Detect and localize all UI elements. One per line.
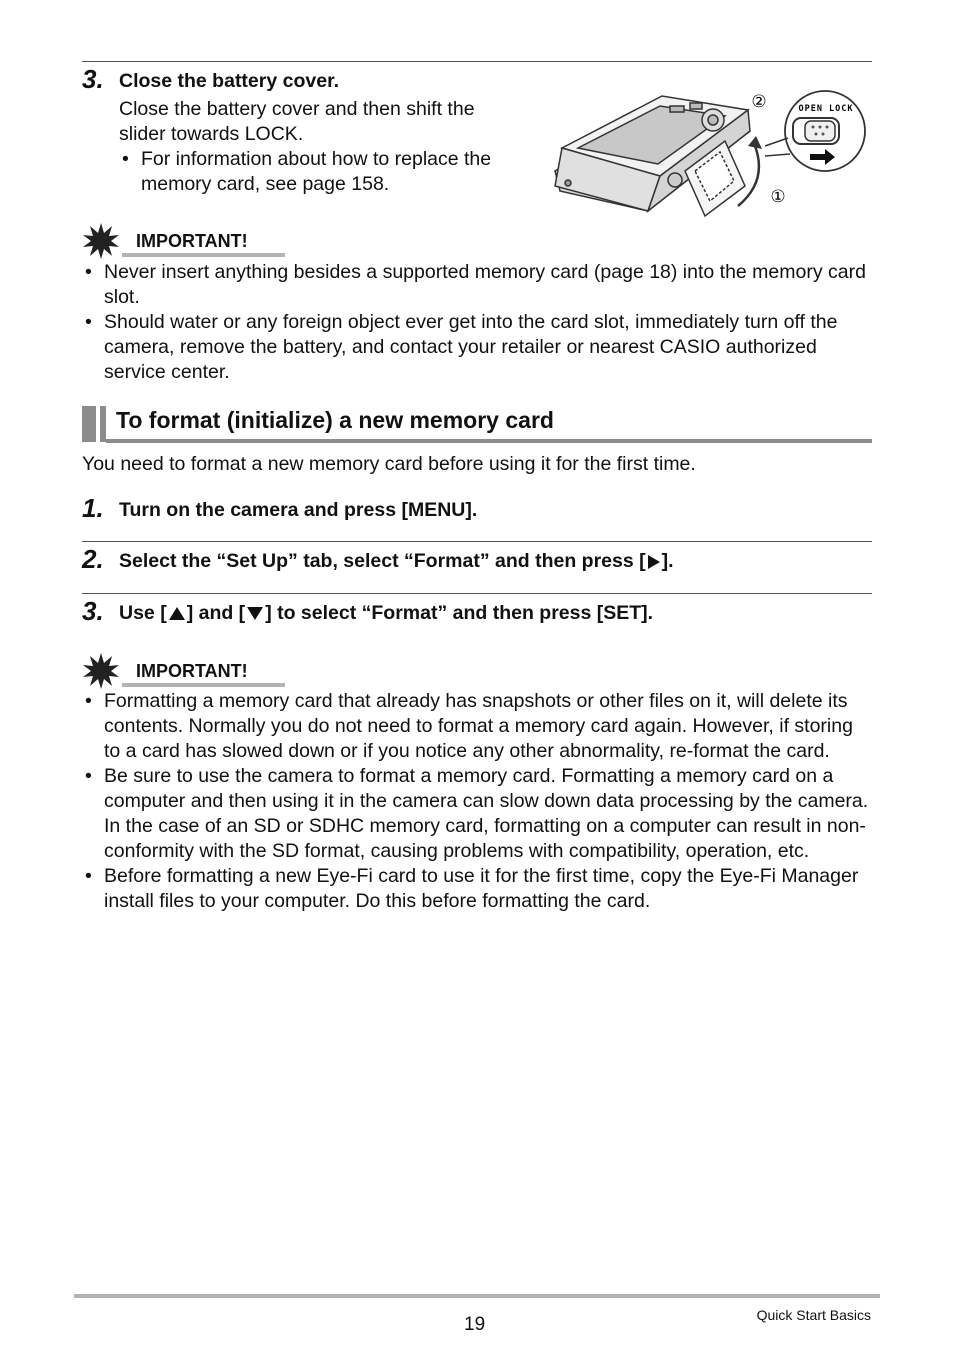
bullet-dot: • (122, 148, 129, 170)
list-item: • Never insert anything besides a supported memory card (page 18) into the memory card slot. (85, 261, 866, 308)
step-title: Close the battery cover. (119, 70, 340, 92)
list-item: • Be sure to use the camera to format a memory card. Formatting a memory card on a computer and then using it in the camera can slow down data processing by the camera. In the case of an SD or SDHC memory card, formatting on a computer can result in non-conformity with the SD format, causing problems with compatibility, operation, etc. (85, 765, 869, 862)
footer-section-label: Quick Start Basics (756, 1307, 871, 1323)
step-number: 3. (82, 64, 104, 94)
list-item: • Formatting a memory card that already has snapshots or other files on it, will delete its contents. Normally you do not need to format a memory card again. However, if storing to a card has slowed down or if you notice any other abnormality, re-format the card. (85, 690, 853, 762)
list-item: • Before formatting a new Eye-Fi card to use it for the first time, copy the Eye-Fi Manager install files to your computer. Do this before formatting the card. (85, 865, 859, 912)
step-rule (82, 593, 872, 594)
section-heading-underline (106, 439, 872, 443)
section-heading-bar (100, 406, 106, 442)
step-description-line: slider towards LOCK. (119, 123, 304, 145)
top-rule (82, 61, 872, 62)
step-number: 1. (82, 493, 104, 523)
list-item: • Should water or any foreign object ever get into the card slot, immediately turn off the camera, remove the battery, and contact your retailer or nearest CASIO authorized service center. (85, 311, 838, 383)
important-label: IMPORTANT! (136, 231, 248, 251)
important-label: IMPORTANT! (136, 661, 248, 681)
important-list (82, 689, 872, 914)
important-heading (82, 652, 292, 692)
important-heading (82, 222, 292, 262)
footer-rule (74, 1294, 880, 1298)
step-title: Turn on the camera and press [MENU]. (119, 499, 478, 521)
section-intro: You need to format a new memory card before using it for the first time. (82, 453, 696, 475)
note-line: For information about how to replace the (141, 148, 492, 170)
callout-1: ① (770, 187, 786, 206)
page-number: 19 (464, 1314, 486, 1335)
important-burst-icon (82, 652, 120, 690)
down-arrow-icon (247, 607, 263, 620)
step-number: 2. (82, 544, 104, 574)
important-rule (122, 253, 285, 257)
section-heading (82, 404, 872, 444)
section-title: To format (initialize) a new memory card (116, 407, 554, 433)
important-list (82, 260, 872, 385)
section-heading-bar (82, 406, 96, 442)
step-rule (82, 541, 872, 542)
up-arrow-icon (169, 607, 185, 620)
step-title: Select the “Set Up” tab, select “Format” and then press [ ]. (119, 550, 674, 572)
step-number: 3. (82, 596, 104, 626)
open-lock-label: OPEN LOCK (798, 104, 854, 114)
step-description-line: Close the battery cover and then shift the (119, 98, 475, 120)
note-line: memory card, see page 158. (141, 173, 390, 195)
camera-battery-cover-illustration (550, 76, 880, 226)
important-burst-icon (82, 222, 120, 260)
step-title: Use [ ] and [ ] to select “Format” and then press [SET]. (119, 602, 654, 624)
callout-2: ② (751, 92, 767, 111)
important-rule (122, 683, 285, 687)
right-arrow-icon (648, 555, 660, 569)
